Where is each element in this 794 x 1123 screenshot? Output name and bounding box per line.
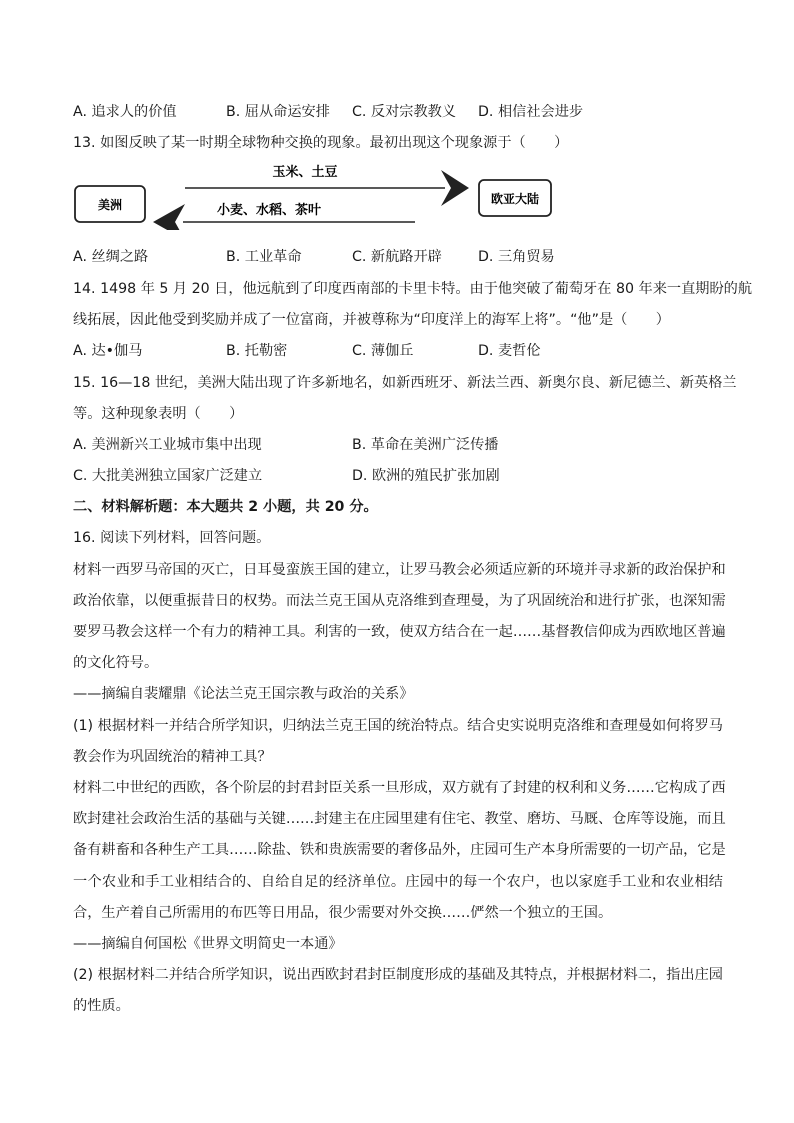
q12-option-d: D. 相信社会进步 — [478, 104, 584, 120]
q12-option-b: B. 屈从命运安排 — [226, 104, 330, 120]
q13-option-a: A. 丝绸之路 — [73, 249, 149, 265]
material2-line: 合，生产着自己所需用的布匹等日用品，很少需要对外交换……俨然一个独立的王国。 — [73, 905, 613, 921]
q15-stem-line2: 等。这种现象表明（ ） — [73, 406, 244, 422]
material2-line: 欧封建社会政治生活的基础与关键……封建主在庄园里建有住宅、教堂、磨坊、马厩、仓库等设施，而且 — [73, 811, 726, 827]
q15-stem-line1: 15. 16—18 世纪，美洲大陆出现了许多新地名，如新西班牙、新法兰西、新奥尔良、新尼德兰、新英格兰 — [73, 375, 737, 391]
q14-option-b: B. 托勒密 — [226, 343, 288, 359]
q16-stem: 16. 阅读下列材料，回答问题。 — [73, 530, 271, 546]
q15-option-b: B. 革命在美洲广泛传播 — [352, 437, 499, 453]
question2-line: 的性质。 — [73, 998, 130, 1014]
section-heading: 二、材料解析题：本大题共 2 小题，共 20 分。 — [73, 499, 378, 515]
eurasia-label: 欧亚大陆 — [490, 192, 540, 206]
q13-option-b: B. 工业革命 — [226, 249, 302, 265]
q14-option-a: A. 达•伽马 — [73, 343, 143, 359]
material2-source: ——摘编自何国松《世界文明简史一本通》 — [73, 936, 343, 952]
material1-line: 材料一西罗马帝国的灭亡，日耳曼蛮族王国的建立，让罗马教会必须适应新的环境并寻求新的政治保护和 — [73, 562, 726, 578]
material1-line: 要罗马教会这样一个有力的精神工具。利害的一致，使双方结合在一起……基督教信仰成为西欧地区普遍 — [73, 624, 726, 640]
americas-label: 美洲 — [97, 198, 123, 212]
q14-option-c: C. 薄伽丘 — [352, 343, 414, 359]
question1-line: (1) 根据材料一并结合所学知识，归纳法兰克王国的统治特点。结合史实说明克洛维和查理曼如何将罗马 — [73, 718, 723, 734]
material1-line: 的文化符号。 — [73, 655, 159, 671]
q13-stem: 13. 如图反映了某一时期全球物种交换的现象。最初出现这个现象源于（ ） — [73, 135, 569, 151]
material1-line: 政治依靠，以便重振昔日的权势。而法兰克王国从克洛维到查理曼，为了巩固统治和进行扩张，也深知需 — [73, 593, 726, 609]
q12-option-c: C. 反对宗教教义 — [352, 104, 457, 120]
bottom-arrow-label: 小麦、水稻、茶叶 — [216, 203, 322, 218]
material1-source: ——摘编自裴耀鼎《论法兰克王国宗教与政治的关系》 — [73, 686, 414, 702]
q13-option-d: D. 三角贸易 — [478, 249, 555, 265]
q13-option-c: C. 新航路开辟 — [352, 249, 442, 265]
right-arrow-head — [441, 170, 469, 206]
material2-line: 一个农业和手工业相结合的、自给自足的经济单位。庄园中的每一个农户，也以家庭手工业和农业相结 — [73, 874, 723, 890]
q15-option-c: C. 大批美洲独立国家广泛建立 — [73, 468, 263, 484]
left-arrow-head — [153, 204, 185, 230]
q14-option-d: D. 麦哲伦 — [478, 343, 541, 359]
material2-line: 备有耕畜和各种生产工具……除盐、铁和贵族需要的奢侈品外，庄园可生产本身所需要的一切产品，它是 — [73, 842, 726, 858]
q12-option-a: A. 追求人的价值 — [73, 104, 177, 120]
q15-option-a: A. 美洲新兴工业城市集中出现 — [73, 437, 262, 453]
q14-stem-line2: 线拓展，因此他受到奖励并成了一位富商，并被尊称为“印度洋上的海军上将”。“他”是（ ） — [73, 312, 670, 328]
q15-option-d: D. 欧洲的殖民扩张加剧 — [352, 468, 500, 484]
question2-line: (2) 根据材料二并结合所学知识，说出西欧封君封臣制度形成的基础及其特点，并根据材料二，指出庄园 — [73, 967, 723, 983]
question1-line: 教会作为巩固统治的精神工具？ — [73, 749, 272, 765]
top-arrow-label: 玉米、土豆 — [272, 165, 338, 180]
material2-line: 材料二中世纪的西欧，各个阶层的封君封臣关系一旦形成，双方就有了封建的权利和义务……它构成了西 — [73, 780, 726, 796]
species-exchange-diagram — [73, 160, 553, 230]
q14-stem-line1: 14. 1498 年 5 月 20 日，他远航到了印度西南部的卡里卡特。由于他突破了葡萄牙在 80 年来一直期盼的航 — [73, 281, 753, 297]
